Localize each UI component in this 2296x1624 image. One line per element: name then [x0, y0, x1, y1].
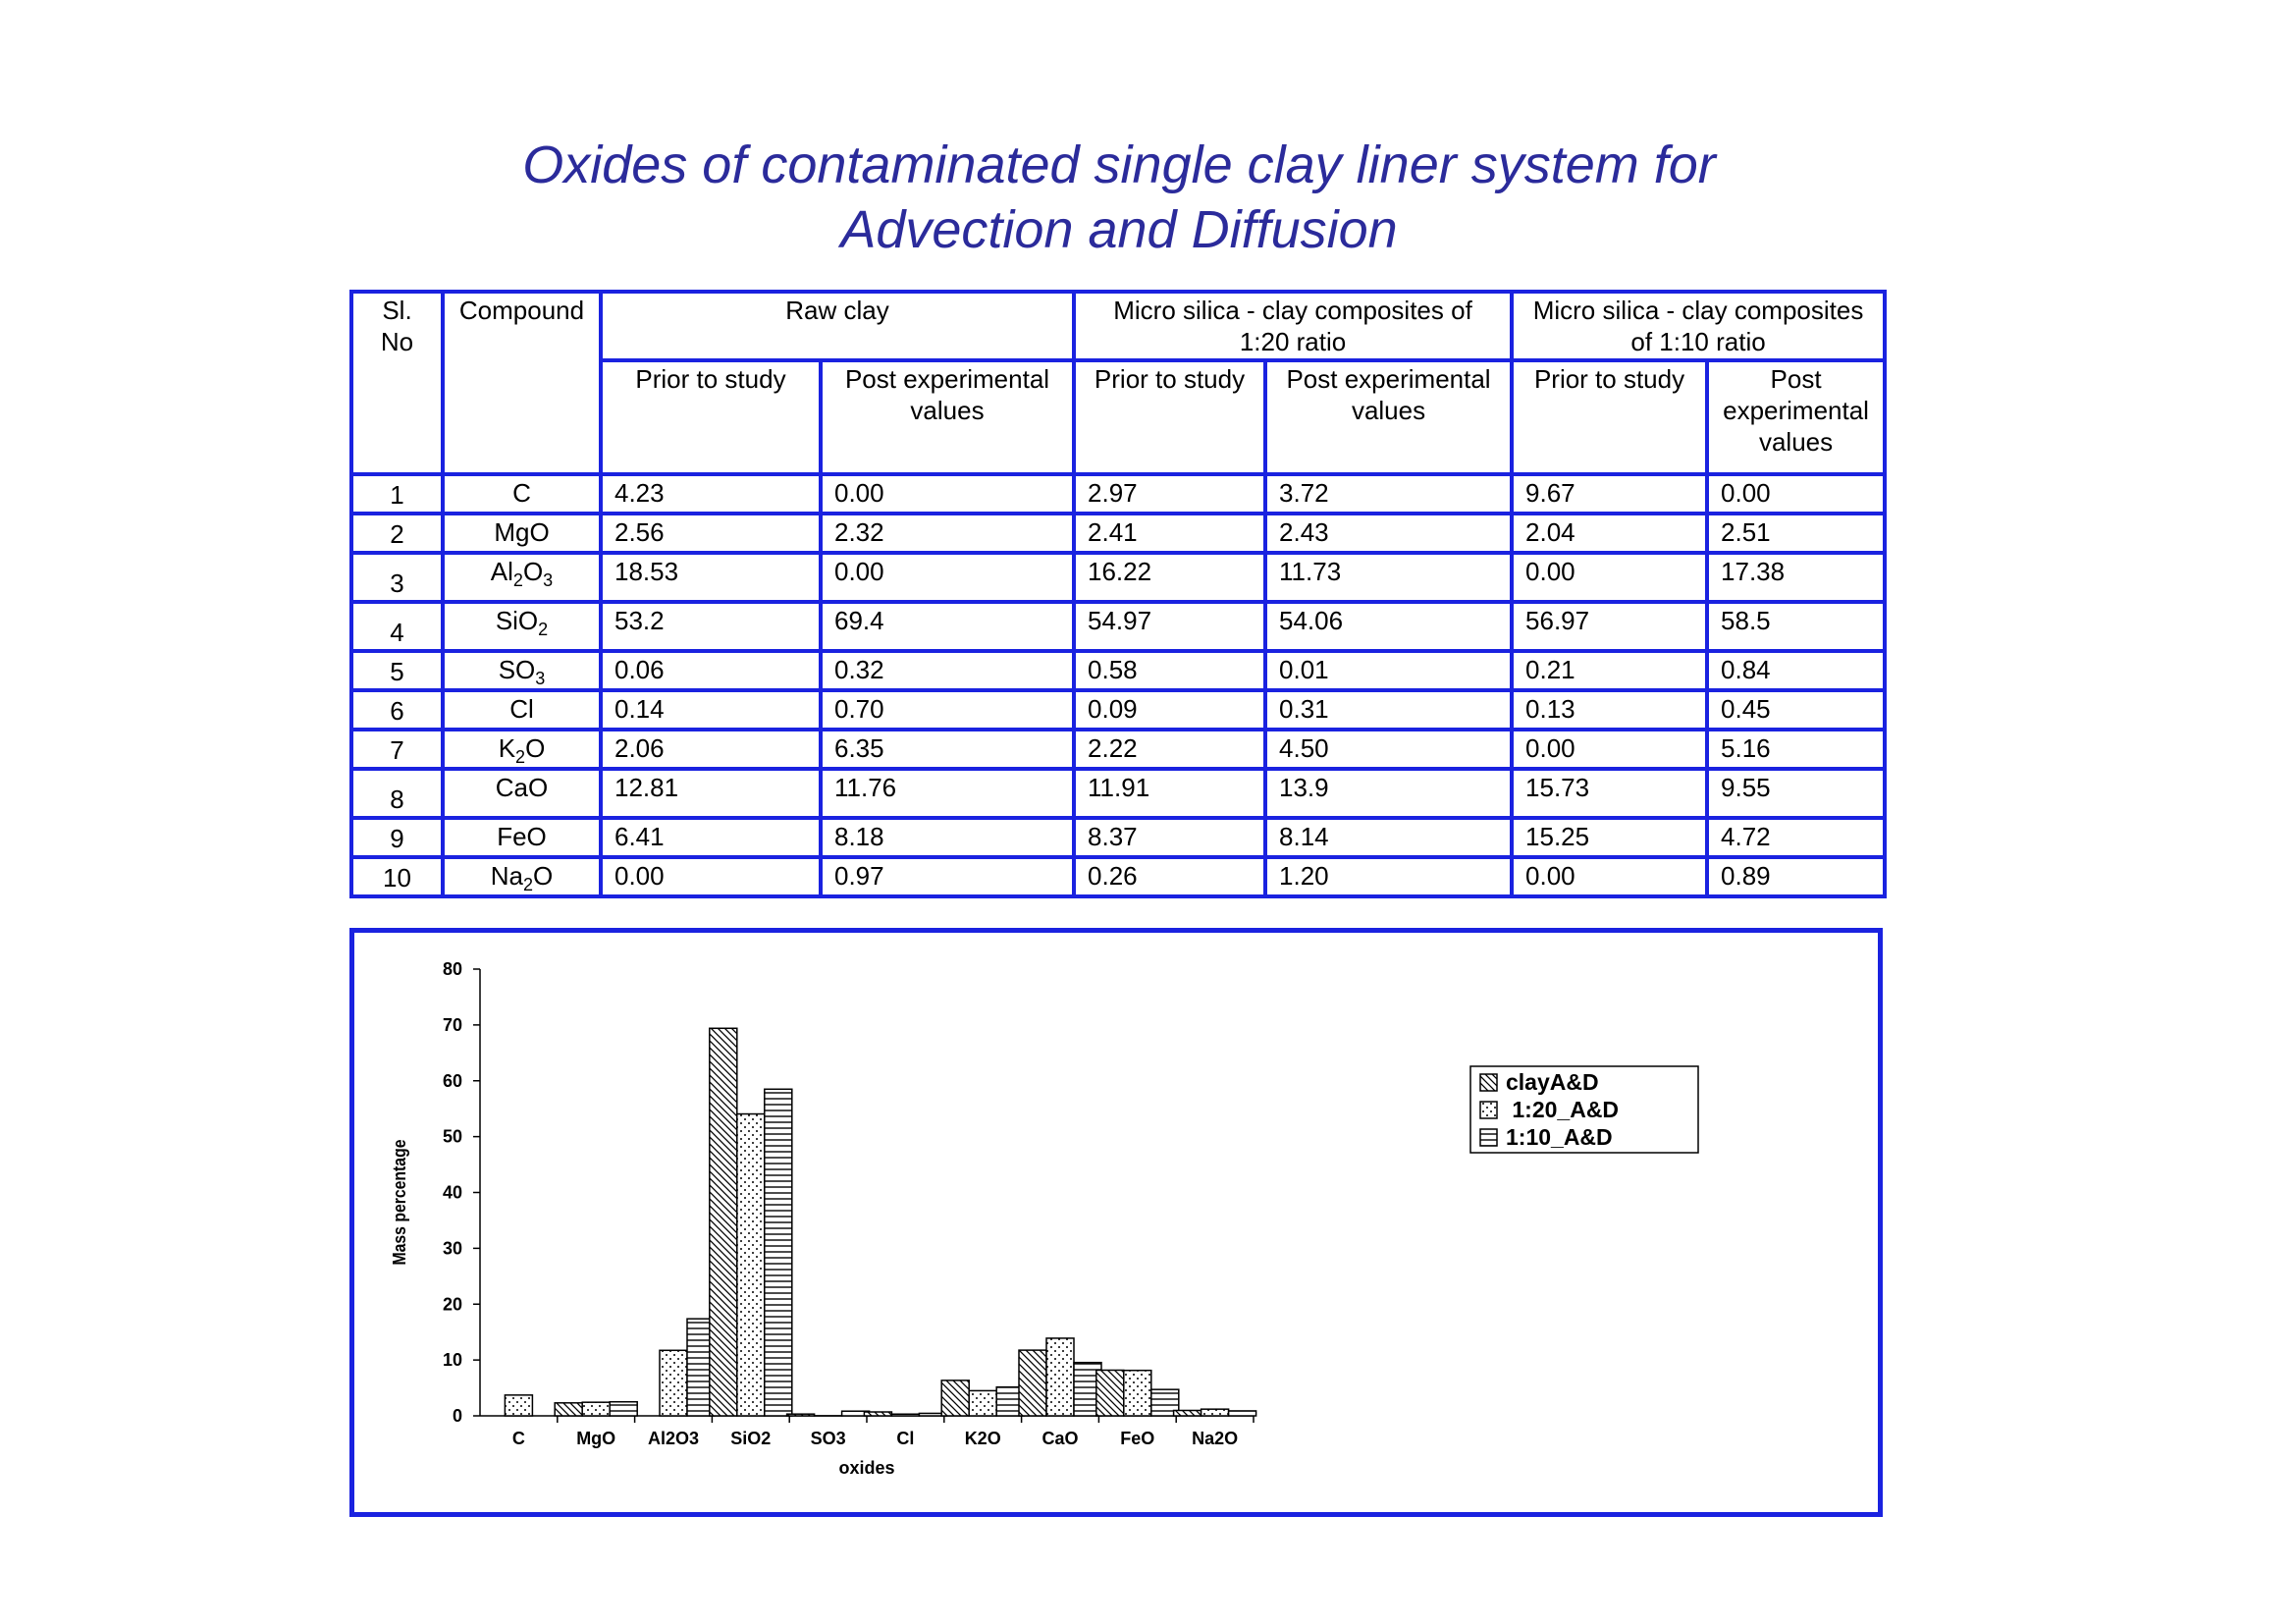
cell-value: 2.32 — [821, 514, 1074, 553]
y-tick-label: 50 — [442, 1126, 462, 1147]
cell-value: 12.81 — [601, 769, 821, 818]
cell-value: 0.00 — [601, 857, 821, 896]
cell-slno: 6 — [351, 690, 443, 730]
bar-cao-series-1 — [1019, 1350, 1046, 1416]
cell-compound: $SO_3$ — [443, 651, 601, 690]
cell-value: 8.18 — [821, 818, 1074, 857]
cell-value: 0.97 — [821, 857, 1074, 896]
cell-value: 2.04 — [1512, 514, 1707, 553]
bar-feo-series-2 — [1124, 1371, 1151, 1416]
cell-compound: FeO — [443, 818, 601, 857]
cell-value: 0.26 — [1074, 857, 1265, 896]
bar-mgo-series-1 — [555, 1403, 582, 1416]
cell-value: 0.00 — [1512, 730, 1707, 769]
cell-compound: $Al_2O_3$ — [443, 553, 601, 602]
table-row — [351, 514, 1885, 553]
table-row — [351, 602, 1885, 651]
cell-compound: CaO — [443, 769, 601, 818]
table-row — [351, 553, 1885, 602]
y-tick-label: 0 — [452, 1406, 462, 1426]
cell-value: 58.5 — [1707, 602, 1885, 651]
x-tick-label: Cl — [896, 1429, 915, 1448]
legend-swatch — [1480, 1102, 1497, 1118]
bar-na2o-series-2 — [1201, 1409, 1229, 1416]
legend-label: 1:20_A&D — [1506, 1097, 1620, 1122]
y-tick-label: 80 — [442, 959, 462, 979]
header-ms-1-20: Micro silica - clay composites of 1:20 ratio — [1074, 292, 1512, 360]
cell-value: 15.25 — [1512, 818, 1707, 857]
table-body — [351, 474, 1885, 896]
cell-value: 0.21 — [1512, 651, 1707, 690]
cell-value: 56.97 — [1512, 602, 1707, 651]
x-tick-label: FeO — [1120, 1429, 1155, 1448]
x-tick-label: C — [511, 1429, 525, 1448]
cell-value: 54.97 — [1074, 602, 1265, 651]
cell-value: 2.22 — [1074, 730, 1265, 769]
cell-value: 4.23 — [601, 474, 821, 514]
cell-value: 11.91 — [1074, 769, 1265, 818]
x-tick-label: SiO2 — [730, 1429, 772, 1448]
cell-slno: 2 — [351, 514, 443, 553]
header-raw-clay: Raw clay — [601, 292, 1074, 360]
x-tick-label: K2O — [964, 1429, 1001, 1448]
table-row — [351, 818, 1885, 857]
header-compound: Compound — [443, 292, 601, 474]
y-tick-label: 10 — [442, 1350, 462, 1371]
cell-value: 8.37 — [1074, 818, 1265, 857]
cell-value: 54.06 — [1265, 602, 1512, 651]
bar-chart — [354, 933, 1878, 1512]
legend-label: clayA&D — [1506, 1069, 1599, 1095]
cell-compound: C — [443, 474, 601, 514]
chart-box — [349, 928, 1883, 1517]
cell-slno: 7 — [351, 730, 443, 769]
cell-value: 0.13 — [1512, 690, 1707, 730]
header-ms-1-10: Micro silica - clay composites of 1:10 ratio — [1512, 292, 1885, 360]
cell-value: 9.55 — [1707, 769, 1885, 818]
cell-value: 2.43 — [1265, 514, 1512, 553]
x-tick-label: SO3 — [810, 1429, 846, 1448]
table-row — [351, 769, 1885, 818]
cell-value: 16.22 — [1074, 553, 1265, 602]
y-axis-label: Mass percentage — [390, 1121, 409, 1266]
bar-k2o-series-1 — [941, 1380, 969, 1416]
legend-swatch — [1480, 1129, 1497, 1146]
y-tick-label: 20 — [442, 1294, 462, 1315]
page-title — [0, 133, 2238, 262]
cell-value: 4.50 — [1265, 730, 1512, 769]
cell-compound: Cl — [443, 690, 601, 730]
cell-value: 6.41 — [601, 818, 821, 857]
bar-cl-series-2 — [891, 1414, 919, 1416]
cell-value: 0.00 — [1707, 474, 1885, 514]
bar-cao-series-2 — [1046, 1338, 1074, 1416]
cell-value: 53.2 — [601, 602, 821, 651]
legend-swatch — [1480, 1074, 1497, 1091]
y-tick-label: 70 — [442, 1014, 462, 1035]
cell-value: 11.73 — [1265, 553, 1512, 602]
header-post-10: Post experimental values — [1707, 360, 1885, 474]
cell-slno: 1 — [351, 474, 443, 514]
cell-value: 11.76 — [821, 769, 1074, 818]
cell-compound: MgO — [443, 514, 601, 553]
table-row — [351, 651, 1885, 690]
header-prior-10: Prior to study — [1512, 360, 1707, 474]
oxides-table-container — [349, 290, 1883, 898]
cell-value: 0.01 — [1265, 651, 1512, 690]
bar-so3-series-1 — [787, 1414, 815, 1416]
bar-al2o3-series-2 — [660, 1350, 687, 1416]
bar-na2o-series-1 — [1174, 1410, 1201, 1416]
cell-value: 0.00 — [1512, 857, 1707, 896]
cell-value: 0.84 — [1707, 651, 1885, 690]
header-prior-20: Prior to study — [1074, 360, 1265, 474]
bar-na2o-series-3 — [1229, 1411, 1256, 1416]
y-tick-label: 40 — [442, 1182, 462, 1203]
table-row — [351, 690, 1885, 730]
table-row — [351, 730, 1885, 769]
cell-compound: SiO$_2$ — [443, 602, 601, 651]
header-prior-raw: Prior to study — [601, 360, 821, 474]
bar-mgo-series-3 — [610, 1402, 637, 1416]
cell-value: 0.00 — [1512, 553, 1707, 602]
title-line-1: Oxides of contaminated single clay liner system for — [522, 135, 1716, 194]
cell-value: 0.06 — [601, 651, 821, 690]
bar-sio2-series-1 — [710, 1028, 737, 1416]
cell-value: 6.35 — [821, 730, 1074, 769]
cell-value: 69.4 — [821, 602, 1074, 651]
title-line-2: Advection and Diffusion — [840, 200, 1398, 259]
bar-c-series-2 — [505, 1395, 532, 1416]
cell-value: 0.31 — [1265, 690, 1512, 730]
cell-value: 5.16 — [1707, 730, 1885, 769]
bar-k2o-series-2 — [969, 1390, 996, 1416]
cell-value: 18.53 — [601, 553, 821, 602]
y-tick-label: 60 — [442, 1070, 462, 1091]
cell-value: 0.00 — [821, 474, 1074, 514]
table-row — [351, 474, 1885, 514]
cell-value: 1.20 — [1265, 857, 1512, 896]
cell-value: 2.06 — [601, 730, 821, 769]
cell-value: 4.72 — [1707, 818, 1885, 857]
x-axis-label: oxides — [838, 1458, 895, 1478]
cell-value: 0.58 — [1074, 651, 1265, 690]
legend-label: 1:10_A&D — [1506, 1124, 1613, 1150]
cell-value: 0.32 — [821, 651, 1074, 690]
cell-value: 8.14 — [1265, 818, 1512, 857]
x-tick-label: Na2O — [1192, 1429, 1239, 1448]
cell-slno: 9 — [351, 818, 443, 857]
cell-compound: $Na_2O$ — [443, 857, 601, 896]
oxides-table — [349, 290, 1887, 898]
cell-value: 2.41 — [1074, 514, 1265, 553]
x-tick-label: CaO — [1041, 1429, 1079, 1448]
y-tick-label: 30 — [442, 1238, 462, 1259]
bar-sio2-series-3 — [765, 1089, 792, 1416]
cell-compound: $K_2O$ — [443, 730, 601, 769]
cell-slno: 8 — [351, 769, 443, 818]
cell-value: 9.67 — [1512, 474, 1707, 514]
cell-slno: 5 — [351, 651, 443, 690]
cell-value: 0.70 — [821, 690, 1074, 730]
cell-value: 3.72 — [1265, 474, 1512, 514]
bar-sio2-series-2 — [737, 1114, 765, 1416]
cell-slno: 10 — [351, 857, 443, 896]
cell-value: 2.56 — [601, 514, 821, 553]
x-tick-label: MgO — [576, 1429, 616, 1448]
table-row — [351, 857, 1885, 896]
cell-value: 13.9 — [1265, 769, 1512, 818]
cell-value: 0.09 — [1074, 690, 1265, 730]
cell-value: 2.97 — [1074, 474, 1265, 514]
header-post-20: Post experimental values — [1265, 360, 1512, 474]
header-slno: Sl. No — [351, 292, 443, 474]
cell-value: 0.89 — [1707, 857, 1885, 896]
cell-value: 2.51 — [1707, 514, 1885, 553]
header-post-raw: Post experimental values — [821, 360, 1074, 474]
cell-value: 17.38 — [1707, 553, 1885, 602]
cell-value: 15.73 — [1512, 769, 1707, 818]
cell-value: 0.45 — [1707, 690, 1885, 730]
cell-slno: 3 — [351, 553, 443, 602]
x-tick-label: Al2O3 — [647, 1429, 700, 1448]
cell-value: 0.14 — [601, 690, 821, 730]
cell-slno: 4 — [351, 602, 443, 651]
bar-cl-series-1 — [864, 1412, 891, 1416]
cell-value: 0.00 — [821, 553, 1074, 602]
bar-mgo-series-2 — [582, 1402, 610, 1416]
bar-feo-series-1 — [1096, 1370, 1124, 1416]
